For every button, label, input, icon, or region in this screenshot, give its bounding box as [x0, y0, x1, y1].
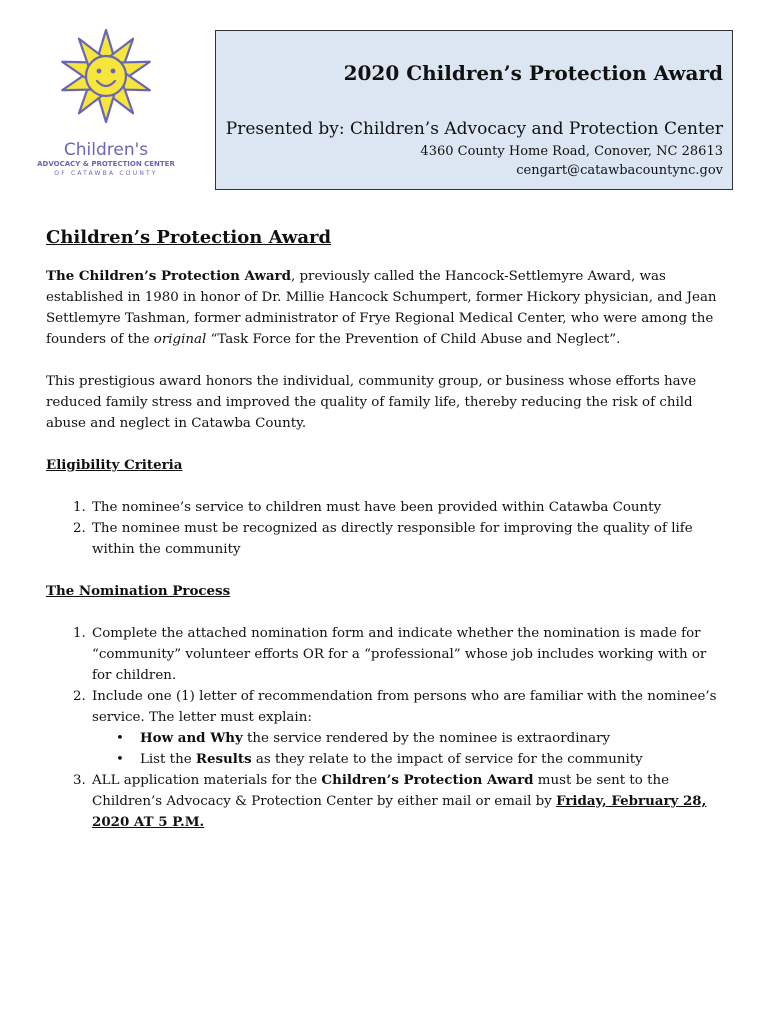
document-body — [46, 226, 726, 854]
eligibility-list — [46, 497, 726, 560]
list-item-text: ALL application materials for the — [92, 773, 322, 788]
purpose-paragraph: This prestigious award honors the individual, community group, or business whose efforts have reduced family stress and improved the quality of family life, thereby reducing the risk of child abuse and neglect in Catawba County. — [46, 374, 697, 431]
list-item-text: must be sent to the Children’s Advocacy & Protection Center by either mail or email by — [92, 773, 670, 809]
deadline: Friday, February 28, 2020 AT 5 P.M. — [92, 793, 707, 830]
presented-by: Presented by: Children’s Advocacy and Protection Center — [225, 119, 723, 139]
bullet-item — [138, 728, 726, 749]
list-item: 2. The nominee must be recognized as directly responsible for improving the quality of life within the community — [90, 518, 726, 560]
page-title: 2020 Children’s Protection Award — [343, 61, 723, 85]
list-item-text: Include one (1) letter of recommendation from persons who are familiar with the nominee’s service. The letter must explain: — [92, 689, 717, 725]
address: 4360 County Home Road, Conover, NC 28613 — [420, 144, 723, 159]
list-item: 1. Complete the attached nomination form and indicate whether the nomination is made for “community” volunteer efforts OR for a “professional” whose job includes working with or for children. — [90, 623, 726, 686]
bullet-bold: Results — [195, 751, 252, 767]
list-item — [90, 770, 726, 833]
logo-script-text: Children's — [63, 140, 149, 160]
bullet-item — [138, 749, 726, 770]
section-title: Children’s Protection Award — [46, 227, 332, 248]
eligibility-heading: Eligibility Criteria — [46, 457, 183, 473]
organization-logo — [36, 28, 176, 184]
logo-line-2: OF CATAWBA COUNTY — [54, 170, 158, 177]
bullet-text: List the — [140, 752, 196, 767]
list-item — [90, 686, 726, 770]
logo-line-1: ADVOCACY & PROTECTION CENTER — [37, 160, 175, 168]
nomination-list — [46, 623, 726, 833]
nomination-heading: The Nomination Process — [46, 583, 231, 599]
intro-text-2: “Task Force for the Prevention of Child Abuse and Neglect”. — [206, 332, 621, 347]
intro-text-1: , previously called the Hancock-Settlemyre Award, was established in 1980 in honor of Dr. Millie Hancock Schumpert, former Hickory physician, and Jean Settlemyre Tashman, former administrator of Frye Regional Medical Center, who were among the founders of the — [46, 269, 717, 347]
award-name-bold: Children’s Protection Award — [321, 772, 534, 788]
bullet-list — [92, 728, 726, 770]
award-name-bold: The Children’s Protection Award — [46, 268, 291, 284]
email-address: cengart@catawbacountync.gov — [516, 163, 723, 178]
sun-logo-icon — [58, 28, 154, 140]
intro-paragraph — [46, 266, 726, 350]
bullet-text: the service rendered by the nominee is extraordinary — [242, 731, 611, 746]
bullet-text: as they relate to the impact of service for the community — [251, 752, 643, 767]
intro-italic: original — [153, 332, 207, 347]
header-box — [215, 30, 733, 190]
list-item: 1. The nominee’s service to children must have been provided within Catawba County — [90, 497, 726, 518]
bullet-bold: How and Why — [140, 730, 243, 746]
